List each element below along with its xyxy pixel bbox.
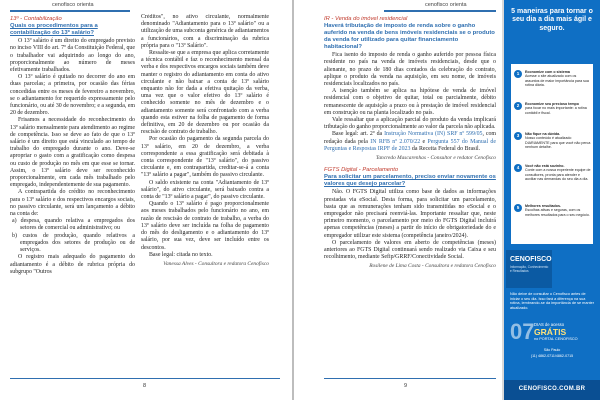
paragraph: Vale ressaltar que a aplicação parcial do produto da venda implicará tributação do ganho proporcionalmente ao valor da parcela não aplicada. bbox=[324, 117, 496, 131]
paragraph: Ressalte-se que a empresa que aplica corretamente a técnica contábil e faz o reconhecimento mensal da verba e dos respectivos encargos sociais também deve manter o registro do adiantamento em conta do ativo circulante e não baixar a conta de 13º salário enquanto não for dada a efetiva quitação da verba, uma vez que o valor efetivo do 13º salário é conhecido somente no mês de dezembro e o adiantamento somente será confrontado com a verba quando esta estiver na folha de pagamento de forma definitiva, em 20 de dezembro ou por ocasião da rescisão de contrato de trabalho. bbox=[141, 50, 269, 136]
tip-text: Conte com a nossa experiente equipe de consultores, pronta para atender e auxiliar nas demandas do seu dia a dia. bbox=[525, 168, 591, 181]
legal-reference-link[interactable]: Instrução Normativa (IN) SRF nº 599/05 bbox=[384, 131, 483, 138]
tip-title: Não fique na dúvida. bbox=[525, 132, 561, 136]
tip-text: Escolhas ativas e seguras, com os melhores resultados para o seu negócio. bbox=[525, 208, 590, 217]
ad-tip bbox=[515, 164, 591, 181]
article-title: Para solicitar um parcelamento, preciso enviar novamente os valores que desejo parcelar? bbox=[324, 174, 496, 188]
cenofisco-logo bbox=[506, 250, 552, 288]
paragraph: O 13º salário é um direito do empregado previsto no inciso VIII do art. 7º da Constituição Federal, que o trabalhador vai adquirindo ao longo do ano, proporcionalmente ao número de meses efetivamente trabalhados. bbox=[10, 38, 135, 74]
tip-number-badge: 4 bbox=[514, 164, 522, 172]
paragraph: O saldo existente na conta "Adiantamento de 13º salário", do ativo circulante, será baixado contra a conta de "13º salário a pagar", do passivo circulante. bbox=[141, 179, 269, 201]
paragraph: O parcelamento de valores em aberto de competências (meses) anteriores ao FGTS Digital continuará sendo realizado via Caixa e seu recolhimento, mediante Sefip/GRRF/Conectividade Social. bbox=[324, 239, 496, 261]
tip-title: Melhores resultados. bbox=[525, 204, 561, 208]
tip-title: Economize seu precioso tempo bbox=[525, 102, 579, 106]
ad-tip bbox=[515, 70, 591, 87]
tip-number-badge: 5 bbox=[514, 204, 522, 212]
page-number: 9 bbox=[404, 383, 408, 389]
paragraph: Quando o 13º salário é pago proporcionalmente aos meses trabalhados pelo funcionário no ano, em razão de rescisão de contrato de trabalho, a verba do 13º salário deve ser incluída na folha de pagamento do mês do desligamento e o adiantamento do 13º salário, por sua vez, deve ser incluído entre os descontos. bbox=[141, 201, 269, 251]
tip-text: para focar no mais importante: a rotina contábil e fiscal. bbox=[525, 106, 587, 115]
tip-number-badge: 1 bbox=[514, 70, 522, 78]
ad-city: São Paulo bbox=[543, 348, 561, 352]
article-13-salario-column-1 bbox=[10, 14, 135, 374]
logo-tagline: Informação, Conhecimento e Resultados bbox=[510, 265, 549, 273]
paragraph: A contrapartida do crédito no reconhecimento para o 13º salário e dos respectivos encargos sociais, no passivo circulante, será um lançamento a débito na conta de: bbox=[10, 189, 135, 218]
list-item: a) despesa, quando relativa a empregados dos setores de comercial ou administrativo; ou bbox=[12, 218, 135, 232]
ad-body-text: Não deixe de consultar o Cenofisco antes de iniciar o seu dia. Isso fará a diferença na sua rotina, lembrando-se da importância de se manter atualizado. bbox=[510, 292, 594, 310]
right-page-column bbox=[324, 14, 496, 366]
article-13-salario-column-2 bbox=[141, 14, 269, 370]
section-tag: IR - Venda do imóvel residencial bbox=[324, 16, 408, 22]
header-rule bbox=[384, 10, 496, 12]
article-title: Quais os procedimentos para a contabilização do 13º salário? bbox=[10, 23, 98, 37]
paragraph: Não. O FGTS Digital utiliza como base de dados as informações prestadas via eSocial. Desta forma, para solicitar um parcelamento, basta que as remunerações tenham sido transmitidas no eSocial e o empregador não precisará reenviá-las. Importante ressaltar que, neste primeiro momento, o parcelamento por meio do FGTS Digital incluirá apenas competências (meses) a partir do início de obrigatoriedade do e empregador utilizar este sistema (competência janeiro/2024). bbox=[324, 189, 496, 239]
ad-footer bbox=[504, 380, 600, 400]
footer-rule bbox=[10, 378, 280, 379]
left-page bbox=[0, 0, 292, 400]
tip-title: Você não está sozinho. bbox=[525, 164, 565, 168]
header-rule bbox=[10, 10, 130, 12]
tip-text: Acesse o site atualizado com os assuntos de maior importância para sua rotina diária. bbox=[525, 74, 589, 87]
base-legal: Base legal: citada no texto. bbox=[149, 251, 213, 258]
tip-text: Nosso conteúdo é atualizado DIARIAMENTE para que você não perca nenhum detalhe. bbox=[525, 136, 591, 149]
article-title: Haverá tributação de imposto de renda sobre o ganho auferido na venda de bens imóveis residenciais se o produto da venda for utilizado para quitar financiamento habitacional? bbox=[324, 23, 495, 51]
tip-title: Economize com o sistema bbox=[525, 70, 570, 74]
paragraph: O registro mais adequado do pagamento do adiantamento é a débito de rubrica própria do subgrupo "Outros bbox=[10, 254, 135, 275]
section-tag: 13º - Contabilização bbox=[10, 16, 62, 22]
list-item: b) custos de produção, quando relativos a empregados dos setores de produção ou de serviços. bbox=[12, 232, 135, 254]
cenofisco-advertisement[interactable] bbox=[504, 0, 600, 400]
base-legal-text: , com redação dada pela bbox=[324, 131, 496, 145]
author-signature: Rosilene de Lima Costa - Consultora e redatora Cenofisco bbox=[369, 263, 496, 270]
ad-tip bbox=[515, 132, 591, 149]
base-legal-text: e bbox=[420, 138, 428, 145]
base-legal bbox=[324, 131, 496, 153]
promo-text: DIAS de acesso bbox=[534, 322, 565, 327]
base-legal-text: da Receita Federal do Brasil. bbox=[410, 145, 481, 152]
paragraph: Por ocasião do pagamento da segunda parcela do 13º salário, em 20 de dezembro, a verba correspondente a essa gratificação será debitada à conta correspondente de "13º salário", do passivo circulante e, em contrapartida, creditar-se-á a conta "13º salário a pagar", também do passivo circulante. bbox=[141, 136, 269, 179]
tip-number-badge: 2 bbox=[514, 102, 522, 110]
ad-headline: 5 maneiras para tornar o seu dia a dia mais ágil e seguro. bbox=[511, 8, 593, 32]
page-number: 8 bbox=[143, 383, 147, 389]
ad-tips-card bbox=[511, 64, 593, 244]
right-page bbox=[294, 0, 502, 400]
legal-reference-link[interactable]: IN RFB nº 2.070/22 bbox=[370, 138, 421, 145]
paragraph: O 13º salário é quitado no decorrer do ano em duas parcelas; a primeira, por ocasião das férias concedidas entre os meses de fevereiro a novembro, se o adiantamento for requerido expressamente pelo funcionário, ou até 30 de novembro; e a segunda, em 20 de dezembro. bbox=[10, 74, 135, 117]
paragraph: Fica isento do imposto de renda o ganho auferido por pessoa física residente no país na venda de imóveis residenciais, desde que o alienante, no prazo de 180 dias contados da celebração do contrato, aplique o produto da venda na aquisição, em seu nome, de imóveis residenciais localizados no país. bbox=[324, 52, 496, 88]
legal-reference-link[interactable]: Pergunta 557 do Manual de Perguntas e Respostas IRPF de 2023 bbox=[324, 138, 496, 152]
running-head: cenofisco orienta bbox=[52, 2, 94, 8]
promo-free-text: GRÁTIS bbox=[534, 327, 567, 337]
logo-text: CENOFISCO bbox=[510, 256, 552, 263]
ad-phone: (11) 4862-0711/4862-0715 bbox=[530, 354, 574, 358]
ad-promo bbox=[510, 320, 596, 344]
paragraph: A isenção também se aplica na hipótese de venda de imóvel residencial com o objetivo de quitar, total ou parcialmente, débito remanescente de aquisição a prazo ou à prestação de imóvel residencial em construção ou na planta localizado no país. bbox=[324, 88, 496, 116]
tip-number-badge: 3 bbox=[514, 132, 522, 140]
paragraph: Créditos", no ativo circulante, normalmente denominado "Adiantamento para o 13º salário" ou a utilização de uma subconta genérica de adiantamentos a funcionários, com a discriminação da rubrica própria para o "13º Salário". bbox=[141, 14, 269, 49]
website-link[interactable]: CENOFISCO.COM.BR bbox=[518, 386, 586, 392]
footer-rule bbox=[324, 378, 496, 379]
author-signature: Vanessa Alves - Consultora e redatora Cenofisco bbox=[163, 260, 269, 267]
author-signature: Tancredo Mascarenhas - Consultor e redator Cenofisco bbox=[375, 155, 496, 162]
ad-tip bbox=[515, 204, 591, 217]
promo-days-number: 07 bbox=[510, 319, 535, 344]
base-legal-prefix: Base legal: art. 2º da bbox=[332, 131, 385, 138]
running-head: cenofisco orienta bbox=[425, 2, 467, 8]
promo-text: no PORTAL CENOFISCO bbox=[534, 337, 578, 341]
ad-tip bbox=[515, 102, 591, 115]
paragraph: Frisamos a necessidade do reconhecimento do 13º salário mensalmente para atendimento ao regime de competência. Isso se deve ao fato de que o 13º salário é um direito que está vinculado ao tempo de trabalho do empregado durante o ano. Deve-se apropriar o gasto com a gratificação como despesa ou custo de produção no mês em que esse se tornar. Assim, o 13º salário deve ser reconhecido proporcionalmente, em cada mês trabalhado pelo empregado, independentemente de sua pagamento. bbox=[10, 117, 135, 189]
section-tag: FGTS Digital - Parcelamento bbox=[324, 167, 399, 174]
